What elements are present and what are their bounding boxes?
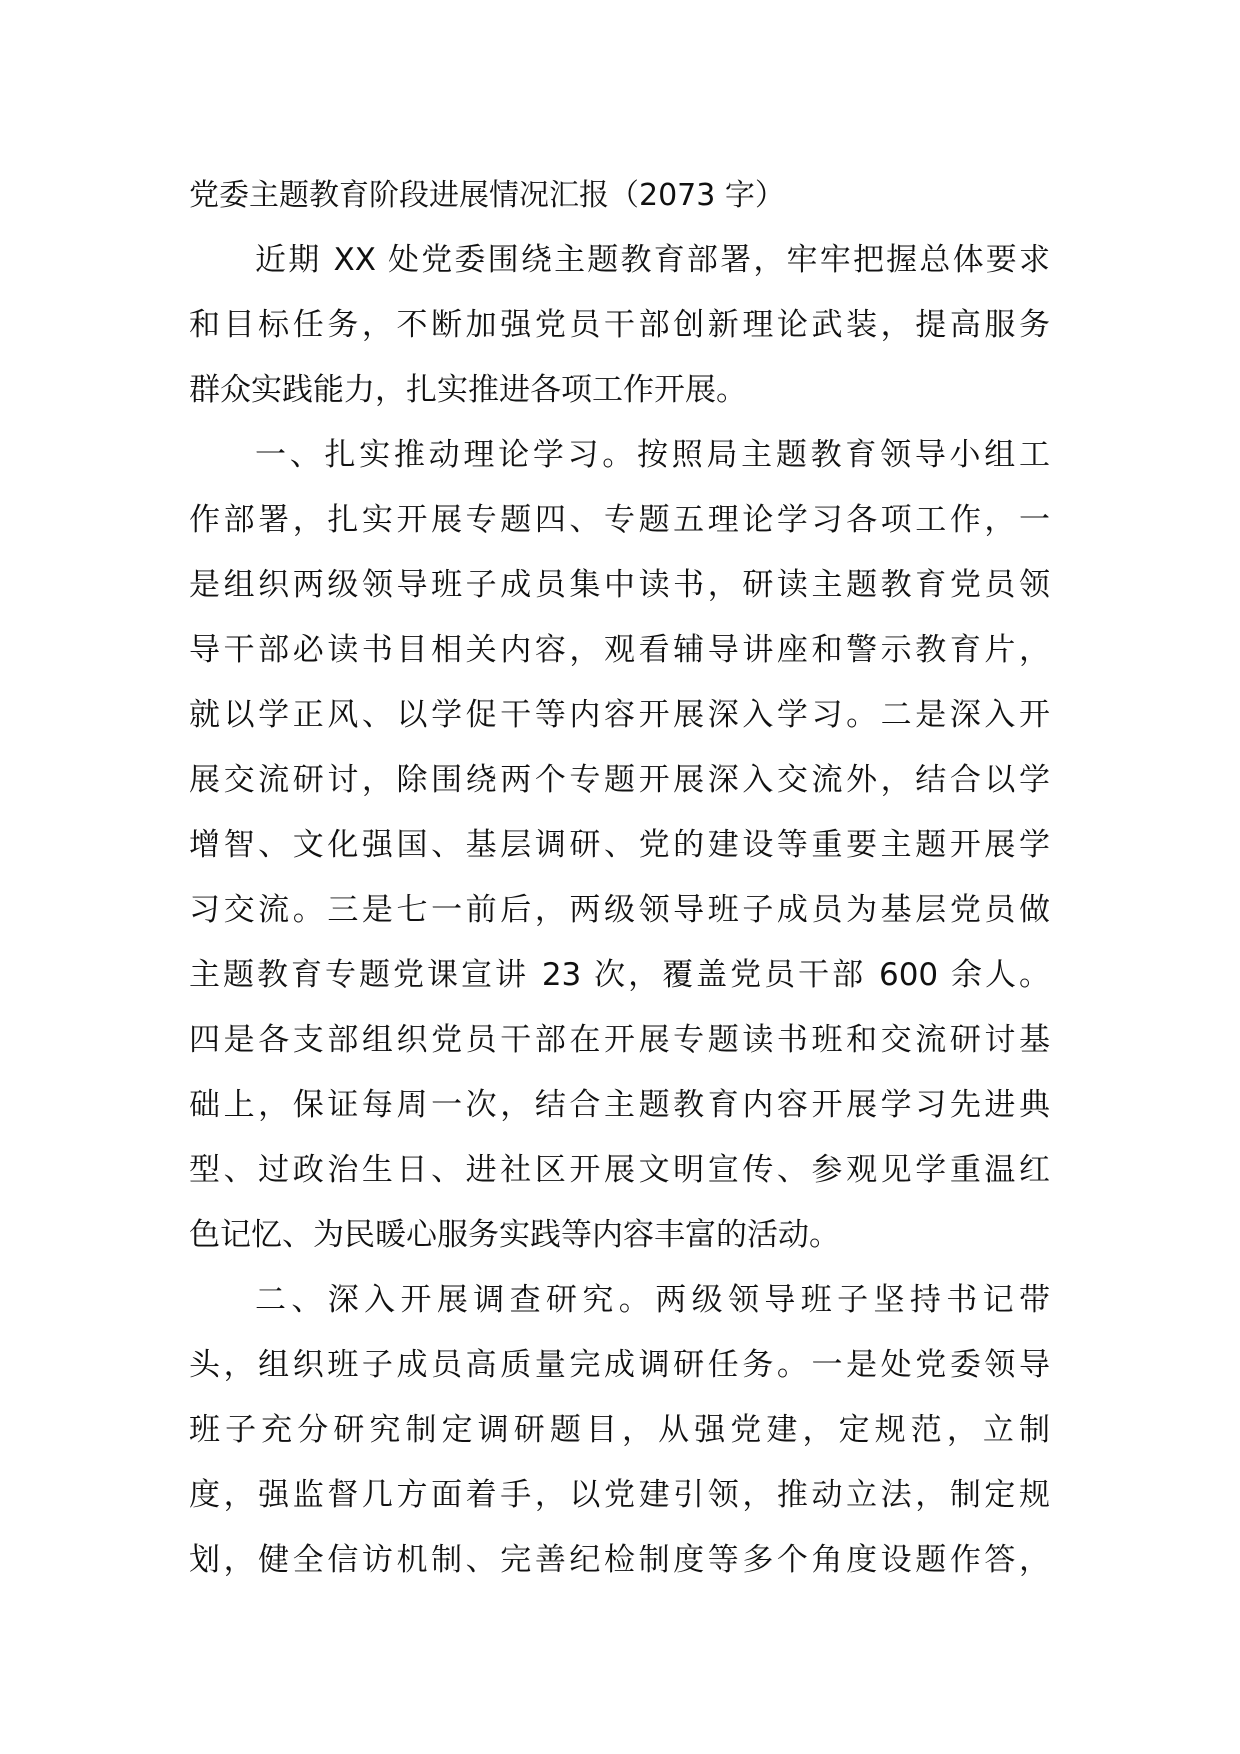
section-one-line: 就以学正风、以学促干等内容开展深入学习。二是深入开 xyxy=(189,697,1050,733)
section-two-line: 头，组织班子成员高质量完成调研任务。一是处党委领导 xyxy=(189,1347,1050,1383)
section-one-line: 四是各支部组织党员干部在开展专题读书班和交流研讨基 xyxy=(189,1022,1050,1058)
section-one-line: 作部署，扎实开展专题四、专题五理论学习各项工作，一 xyxy=(189,502,1050,538)
section-one-line: 是组织两级领导班子成员集中读书，研读主题教育党员领 xyxy=(189,567,1050,603)
section-one-line: 型、过政治生日、进社区开展文明宣传、参观见学重温红 xyxy=(189,1152,1050,1188)
paragraph-intro-line: 和目标任务，不断加强党员干部创新理论武装，提高服务 xyxy=(189,307,1050,343)
section-one-line: 主题教育专题党课宣讲 23 次，覆盖党员干部 600 余人。 xyxy=(189,957,1050,993)
section-two-line: 度，强监督几方面着手，以党建引领，推动立法，制定规 xyxy=(189,1477,1050,1513)
section-one-line: 色记忆、为民暖心服务实践等内容丰富的活动。 xyxy=(189,1217,840,1253)
section-one-line: 展交流研讨，除围绕两个专题开展深入交流外，结合以学 xyxy=(189,762,1050,798)
paragraph-intro-line: 近期 XX 处党委围绕主题教育部署，牢牢把握总体要求 xyxy=(255,242,1050,278)
section-one-line: 习交流。三是七一前后，两级领导班子成员为基层党员做 xyxy=(189,892,1050,928)
section-one-line: 增智、文化强国、基层调研、党的建设等重要主题开展学 xyxy=(189,827,1050,863)
paragraph-intro-line: 群众实践能力，扎实推进各项工作开展。 xyxy=(189,372,747,408)
section-two-heading-line: 二、深入开展调查研究。两级领导班子坚持书记带 xyxy=(255,1282,1050,1318)
section-one-line: 础上，保证每周一次，结合主题教育内容开展学习先进典 xyxy=(189,1087,1050,1123)
document-title: 党委主题教育阶段进展情况汇报（2073 字） xyxy=(189,178,785,213)
section-one-line: 导干部必读书目相关内容，观看辅导讲座和警示教育片， xyxy=(189,632,1050,668)
section-two-line: 划，健全信访机制、完善纪检制度等多个角度设题作答， xyxy=(189,1542,1050,1578)
section-two-line: 班子充分研究制定调研题目，从强党建，定规范，立制 xyxy=(189,1412,1050,1448)
section-one-heading-line: 一、扎实推动理论学习。按照局主题教育领导小组工 xyxy=(255,437,1050,473)
